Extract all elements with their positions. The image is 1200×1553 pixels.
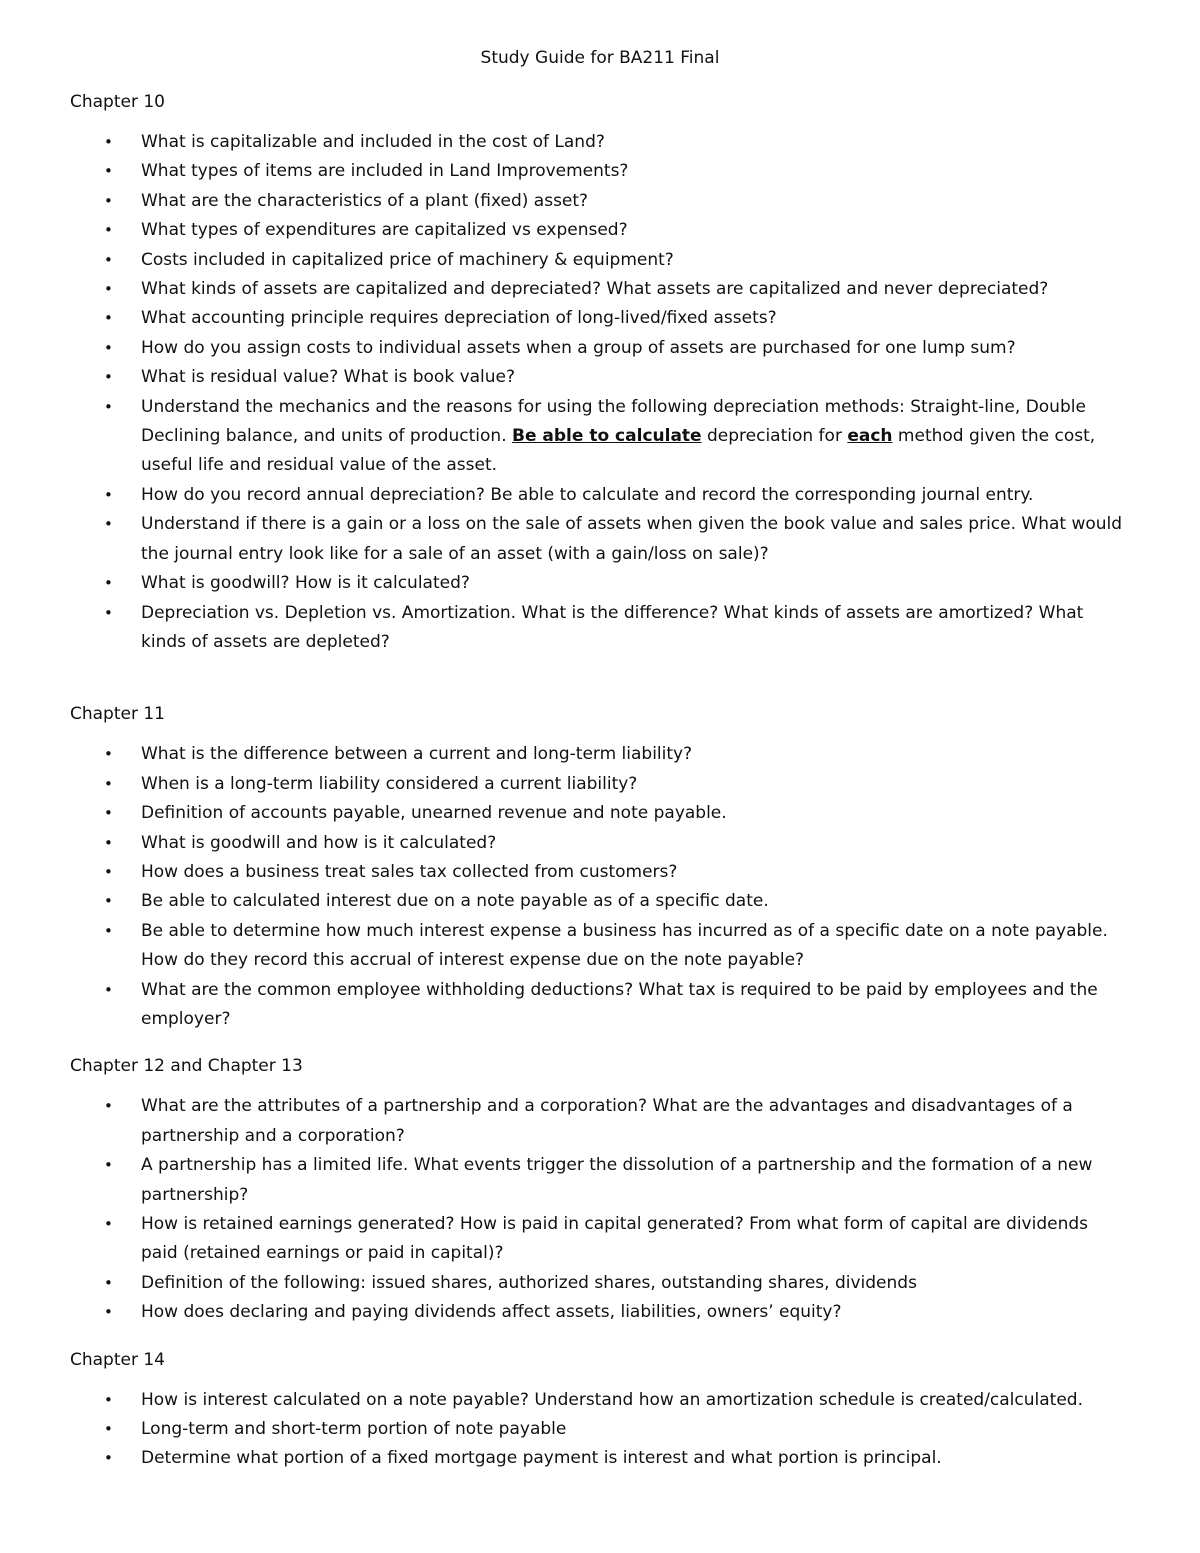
list-item-text: Definition of the following: issued shares, authorized shares, outstanding shares, dividends: [141, 1272, 917, 1293]
list-item-text: What are the common employee withholding deductions? What tax is required to be paid by employees and the employer?: [141, 979, 1098, 1029]
chapter-11-heading: Chapter 11: [70, 704, 166, 725]
chapter-11-list: [70, 740, 1130, 1034]
list-item: [70, 917, 1130, 976]
list-item-text: How do you assign costs to individual assets when a group of assets are purchased for one lump sum?: [141, 337, 1016, 358]
bullet-icon: •: [104, 397, 113, 416]
list-item-text: Be able to determine how much interest expense a business has incurred as of a specific date on a note payable. How do they record this accrual of interest expense due on the note payable?: [141, 920, 1108, 971]
bullet-icon: •: [104, 574, 113, 593]
bullet-icon: •: [104, 921, 113, 940]
list-item-text: Depreciation vs. Depletion vs. Amortization. What is the difference? What kinds of assets are amortized? What kinds of assets are depleted?: [141, 602, 1084, 652]
emphasis-be-able-to-calculate: Be able to calculate: [512, 426, 702, 447]
bullet-icon: •: [104, 1449, 113, 1468]
list-item: [70, 569, 1130, 598]
chapter-10-heading: Chapter 10: [70, 92, 166, 112]
list-item: [70, 363, 1130, 392]
list-item: [70, 216, 1130, 245]
bullet-icon: •: [104, 804, 113, 823]
list-item: [70, 246, 1130, 275]
bullet-icon: •: [104, 1156, 113, 1175]
chapter-11-section: [70, 702, 1130, 1034]
list-item: [70, 334, 1130, 363]
list-item: [70, 1210, 1130, 1269]
bullet-icon: •: [104, 892, 113, 911]
bullet-icon: •: [104, 250, 113, 269]
bullet-icon: •: [104, 133, 113, 151]
bullet-icon: •: [104, 1097, 113, 1116]
bullet-icon: •: [104, 368, 113, 387]
bullet-icon: •: [104, 774, 113, 793]
bullet-icon: •: [104, 1215, 113, 1233]
list-item-text: What accounting principle requires depreciation of long-lived/fixed assets?: [141, 308, 777, 329]
list-item-text: How does a business treat sales tax collected from customers?: [141, 861, 678, 882]
chapter-14-section: [70, 1348, 1130, 1474]
list-item-text: How do you record annual depreciation? Be able to calculate and record the corresponding journal entry.: [141, 484, 1034, 505]
list-item: [70, 1386, 1130, 1415]
list-item-text: What types of items are included in Land Improvements?: [141, 161, 629, 182]
bullet-icon: •: [104, 1420, 113, 1439]
list-item: [70, 157, 1130, 186]
bullet-icon: •: [104, 745, 113, 764]
chapter-12-13-list: [70, 1092, 1130, 1327]
list-item-text: Costs included in capitalized price of machinery & equipment?: [141, 249, 674, 270]
list-item-text: depreciation for: [701, 426, 848, 447]
list-item-text: Understand the mechanics and the reasons for using the following depreciation methods: Straight-line, Double Declining balance, and units of production.: [141, 396, 1086, 447]
bullet-icon: •: [104, 1273, 113, 1292]
list-item-text: What is the difference between a current and long-term liability?: [141, 744, 693, 765]
list-item: [70, 829, 1130, 858]
chapter-10-section: [70, 90, 1130, 657]
list-item: [70, 887, 1130, 916]
chapter-14-list: [70, 1386, 1130, 1474]
list-item-text: What is goodwill and how is it calculated?: [141, 832, 497, 853]
list-item: [70, 187, 1130, 216]
bullet-icon: •: [104, 1303, 113, 1322]
bullet-icon: •: [104, 221, 113, 240]
list-item-text: When is a long-term liability considered a current liability?: [141, 773, 638, 794]
list-item: [70, 799, 1130, 828]
list-item: [70, 1298, 1130, 1327]
list-item: [70, 304, 1130, 333]
list-item: [70, 1415, 1130, 1444]
list-item: [70, 1092, 1130, 1151]
bullet-icon: •: [104, 162, 113, 181]
list-item: [70, 1269, 1130, 1298]
list-item: [70, 481, 1130, 510]
list-item-text: A partnership has a limited life. What events trigger the dissolution of a partnership and the formation of a new partnership?: [141, 1155, 1093, 1205]
document-title: Study Guide for BA211 Final: [480, 48, 720, 68]
bullet-icon: •: [104, 280, 113, 299]
list-item: [70, 128, 1130, 157]
list-item: [70, 1444, 1130, 1473]
list-item-text: method given the cost, useful life and residual value of the asset.: [141, 426, 1096, 476]
list-item: [70, 510, 1130, 569]
bullet-icon: •: [104, 833, 113, 852]
list-item-depreciation-methods: [70, 393, 1130, 481]
bullet-icon: •: [104, 485, 113, 504]
list-item: [70, 599, 1130, 658]
chapter-12-13-section: [70, 1054, 1130, 1327]
list-item: [70, 976, 1130, 1035]
bullet-icon: •: [104, 603, 113, 622]
bullet-icon: •: [104, 515, 113, 534]
emphasis-each: each: [847, 426, 893, 447]
list-item-text: Be able to calculated interest due on a note payable as of a specific date.: [141, 891, 769, 912]
chapter-12-13-heading: Chapter 12 and Chapter 13: [70, 1056, 303, 1077]
bullet-icon: •: [104, 1390, 113, 1409]
list-item-text: What kinds of assets are capitalized and depreciated? What assets are capitalized and never depreciated?: [141, 279, 1049, 300]
list-item-text: What are the characteristics of a plant (fixed) asset?: [141, 190, 589, 211]
list-item-text: How is interest calculated on a note payable? Understand how an amortization schedule is created/calculated.: [141, 1389, 1083, 1410]
list-item: [70, 770, 1130, 799]
list-item-text: Definition of accounts payable, unearned revenue and note payable.: [141, 803, 727, 824]
list-item: [70, 740, 1130, 769]
list-item: [70, 858, 1130, 887]
chapter-14-heading: Chapter 14: [70, 1349, 166, 1370]
list-item-text: Understand if there is a gain or a loss on the sale of assets when given the book value and sales price. What would the journal entry look like for a sale of an asset (with a gain/loss on sale)?: [141, 514, 1123, 564]
list-item-text: Determine what portion of a fixed mortgage payment is interest and what portion is principal.: [141, 1448, 942, 1469]
list-item: [70, 1151, 1130, 1210]
list-item-text: What types of expenditures are capitalized vs expensed?: [141, 220, 628, 241]
bullet-icon: •: [104, 980, 113, 999]
list-item-text: How is retained earnings generated? How is paid in capital generated? From what form of capital are dividends paid (retained earnings or paid in capital)?: [141, 1214, 1089, 1264]
bullet-icon: •: [104, 338, 113, 357]
list-item-text: What is residual value? What is book value?: [141, 367, 516, 388]
bullet-icon: •: [104, 309, 113, 328]
list-item-text: What are the attributes of a partnership and a corporation? What are the advantages and disadvantages of a partnership and a corporation?: [141, 1096, 1073, 1146]
list-item-text: How does declaring and paying dividends affect assets, liabilities, owners’ equity?: [141, 1302, 842, 1323]
list-item: [70, 275, 1130, 304]
list-item-text: What is capitalizable and included in the cost of Land?: [141, 132, 605, 152]
bullet-icon: •: [104, 862, 113, 881]
list-item-text: Long-term and short-term portion of note payable: [141, 1419, 567, 1440]
bullet-icon: •: [104, 191, 113, 210]
chapter-10-list: [70, 128, 1130, 657]
list-item-text: What is goodwill? How is it calculated?: [141, 573, 470, 594]
